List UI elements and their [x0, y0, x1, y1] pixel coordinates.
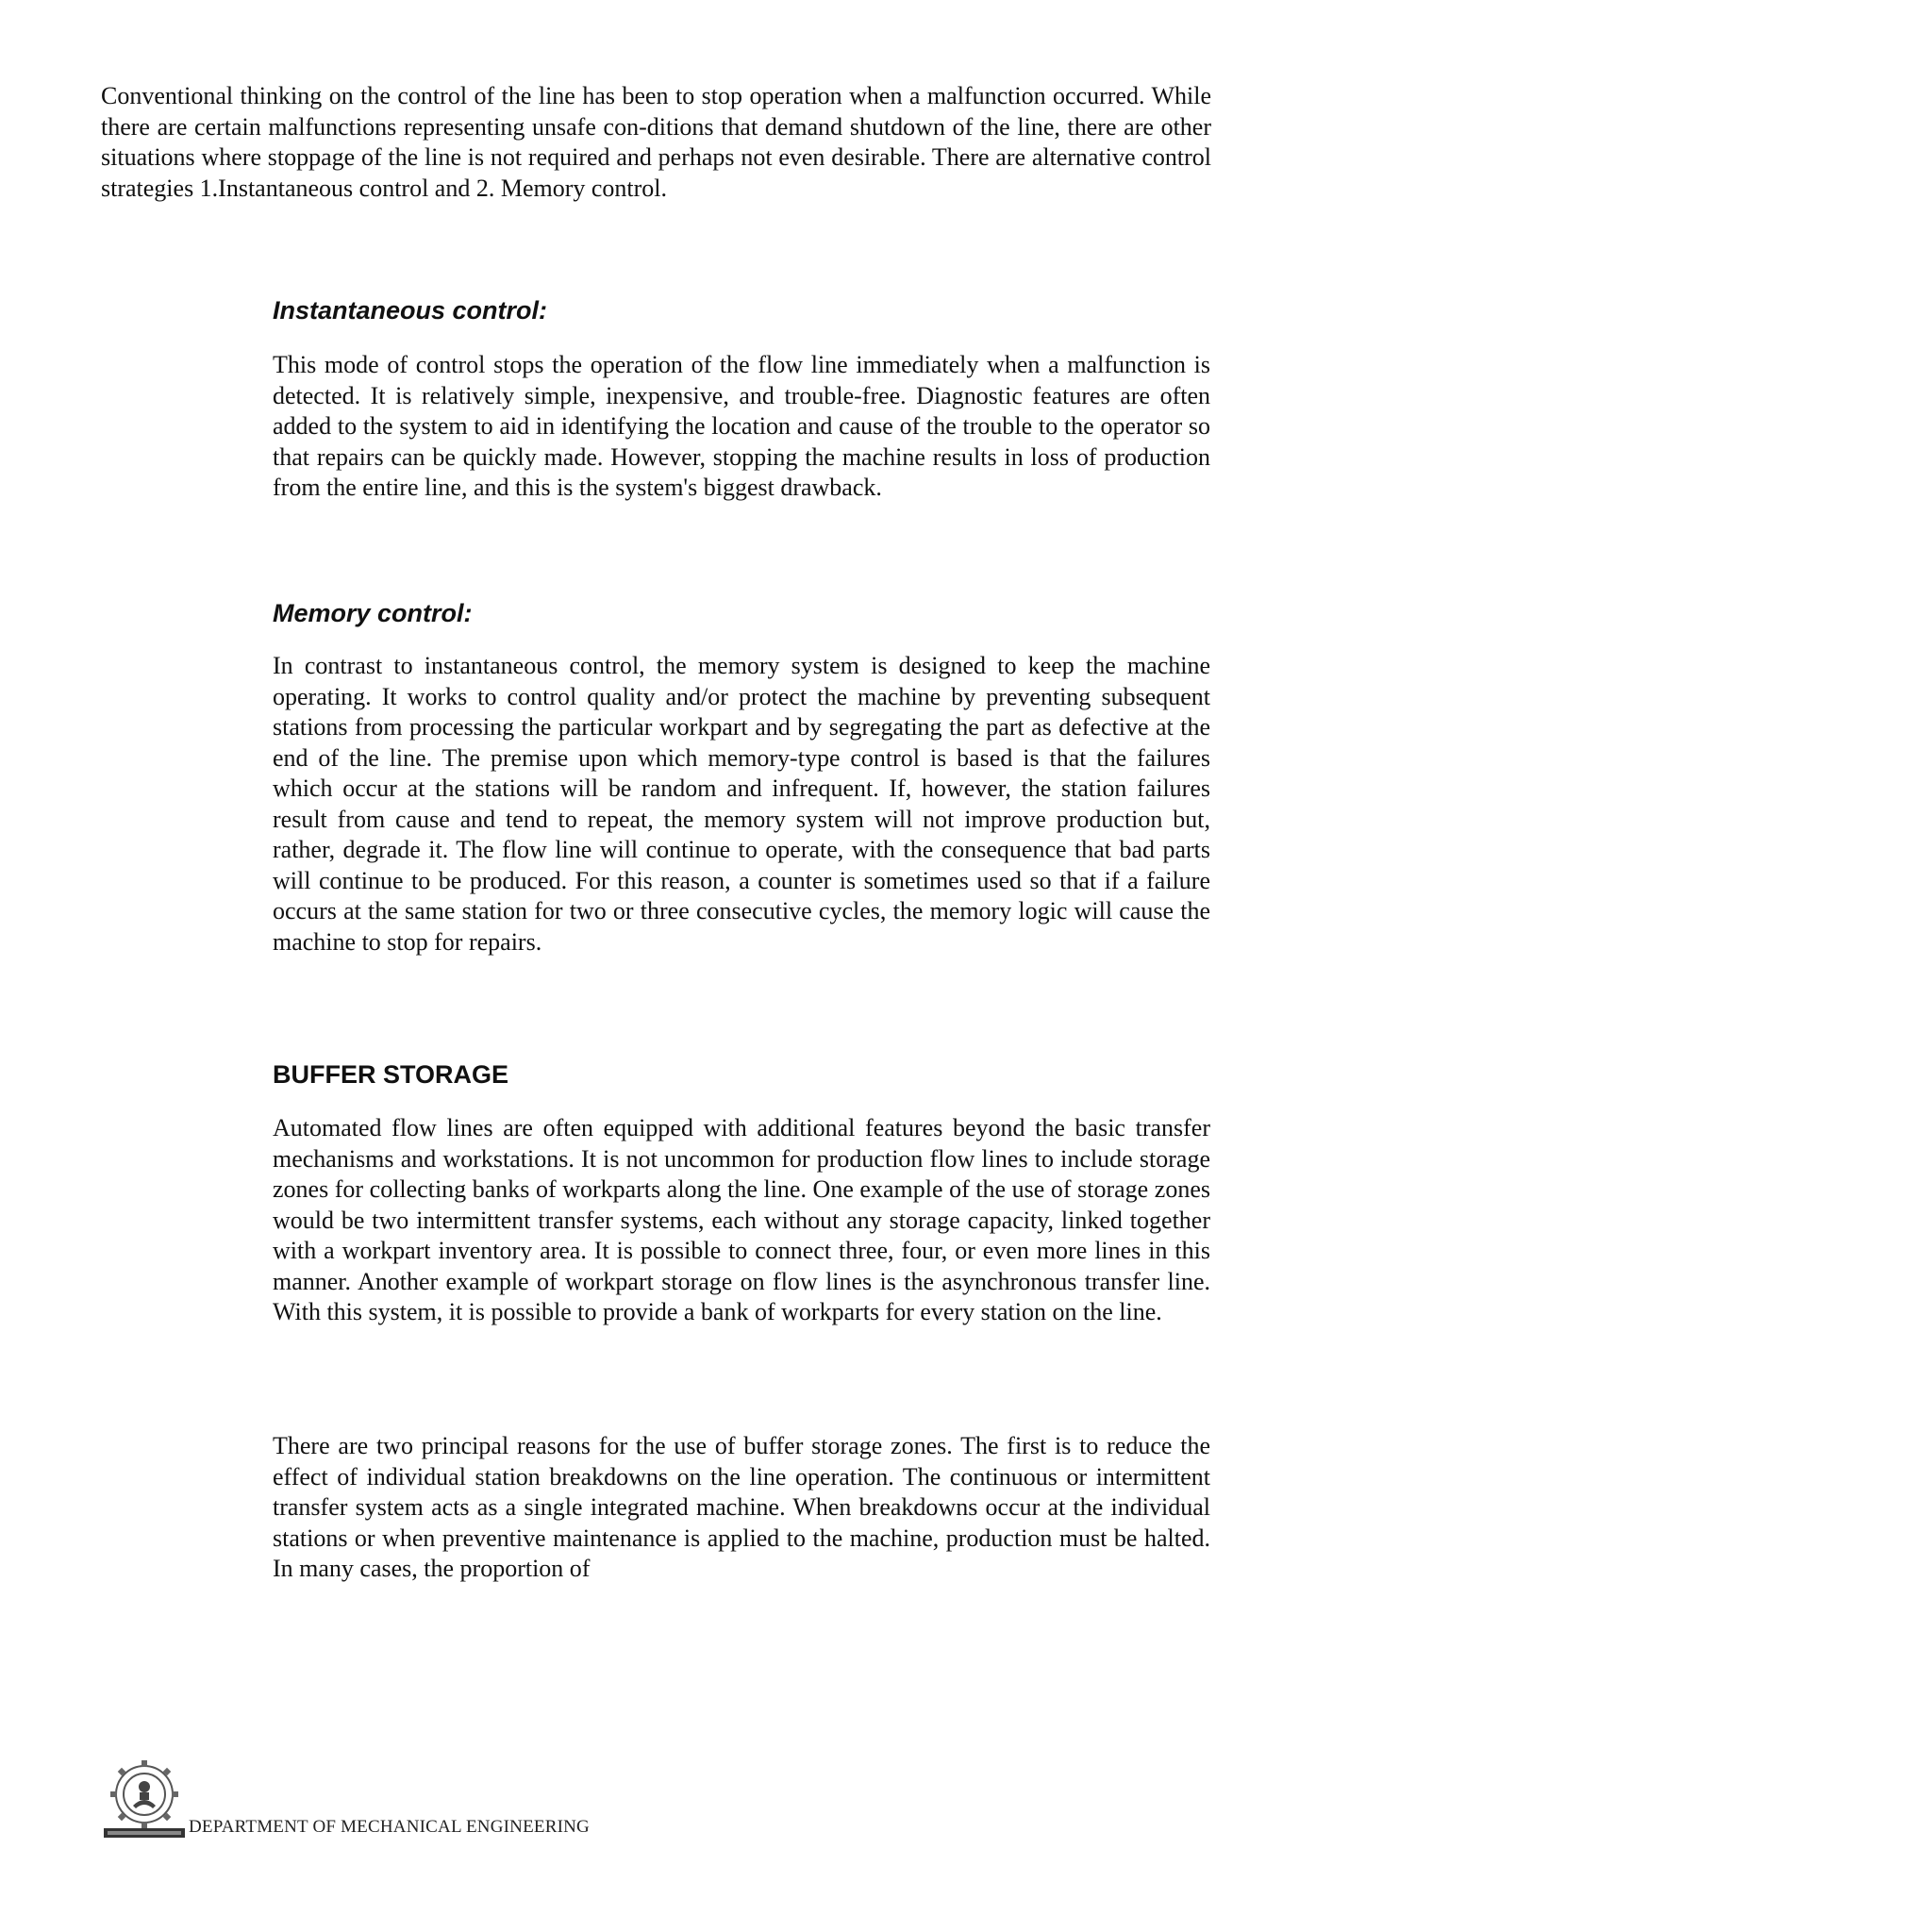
- instantaneous-control-heading: Instantaneous control:: [273, 296, 548, 325]
- memory-control-paragraph: In contrast to instantaneous control, the memory system is designed to keep the machine operating. It works to control quality and/or protect the machine by preventing subsequent stations from processing the particular workpart and by segregating the part as defective at the end of the line. The premise upon which memory-type control is based is that the failures which occur at the stations will be random and infrequent. If, however, the station failures result from cause and tend to repeat, the memory system will not improve production but, rather, degrade it. The flow line will continue to operate, with the consequence that bad parts will continue to be produced. For this reason, a counter is sometimes used so that if a failure occurs at the same station for two or three consecutive cycles, the memory logic will cause the machine to stop for repairs.: [273, 652, 1210, 956]
- page-footer: [102, 1751, 590, 1841]
- buffer-storage-paragraph-2: There are two principal reasons for the use of buffer storage zones. The first is to reduce the effect of individual station breakdowns on the line operation. The continuous or intermittent transfer system acts as a single integrated machine. When breakdowns occur at the individual stations or when preventive maintenance is applied to the machine, production must be halted. In many cases, the proportion of: [273, 1432, 1210, 1582]
- instantaneous-control-paragraph: This mode of control stops the operation of the flow line immediately when a malfunction is detected. It is relatively simple, inexpensive, and trouble-free. Diagnostic features are often added to the system to aid in identifying the location and cause of the trouble to the operator so that repairs can be quickly made. However, stopping the machine results in loss of production from the entire line, and this is the system's biggest drawback.: [273, 351, 1210, 501]
- department-footer-text: DEPARTMENT OF MECHANICAL ENGINEERING: [189, 1817, 590, 1837]
- buffer-storage-paragraph-1: Automated flow lines are often equipped with additional features beyond the basic transfer mechanisms and workstations. It is not uncommon for production flow lines to include storage zones for collecting banks of workparts along the line. One example of the use of storage zones would be two intermittent transfer systems, each without any storage capacity, linked together with a workpart inventory area. It is possible to connect three, four, or even more lines in this manner. Another example of workpart storage on flow lines is the asynchronous transfer line. With this system, it is possible to provide a bank of workparts for every station on the line.: [273, 1114, 1210, 1325]
- memory-control-heading: Memory control:: [273, 599, 473, 627]
- college-emblem-gear-icon: [102, 1757, 187, 1841]
- intro-paragraph: Conventional thinking on the control of the line has been to stop operation when a malfunction occurred. While there are certain malfunctions representing unsafe con-ditions that demand shutdown of the line, there are other situations where stoppage of the line is not required and perhaps not even desirable. There are alternative control strategies 1.Instantaneous control and 2. Memory control.: [101, 82, 1211, 202]
- buffer-storage-heading: BUFFER STORAGE: [273, 1060, 509, 1089]
